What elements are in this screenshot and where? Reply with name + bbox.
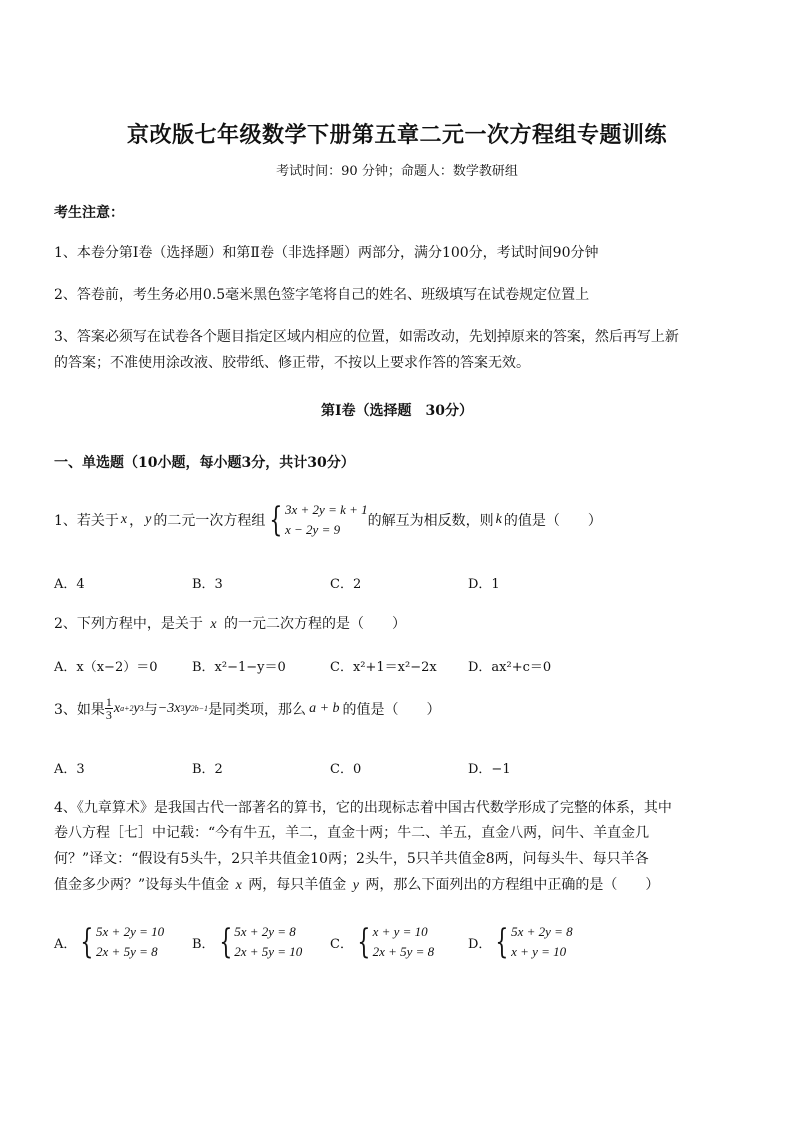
q4-line4-end: 两，那么下面列出的方程组中正确的是（ ） xyxy=(365,877,660,893)
q1-eq1: 3x + 2y = k + 1 xyxy=(285,502,368,517)
q4-option-b[interactable] xyxy=(192,922,302,962)
q2-option-d[interactable]: D．ax²+c＝0 xyxy=(468,660,552,675)
q2-option-a[interactable]: A．x（x−2）＝0 xyxy=(54,660,158,675)
q4-option-c[interactable] xyxy=(330,922,434,962)
q1-var-k: k xyxy=(495,512,502,527)
question-1 xyxy=(54,500,602,540)
question-2 xyxy=(54,613,406,633)
q4-option-c-system xyxy=(353,922,434,962)
q3-mid: 与 xyxy=(143,701,158,718)
q4-line-3: 何？”译文：“假设有5头牛，2只羊共值金10两；2头牛，5只羊共值金8两，问每头牛、每只羊各 xyxy=(54,851,649,867)
q1-equation-system xyxy=(265,500,367,540)
note-3: 3、答案必须写在试卷各个题目指定区域内相应的位置，如需改动，先划掉原来的答案，然后再写上新 xyxy=(54,329,679,345)
q4-d-eq2: x + y = 10 xyxy=(511,944,567,959)
exam-info: 考试时间：90 分钟；命题人：数学教研组 xyxy=(276,164,518,179)
q3-term2b: y xyxy=(184,700,191,716)
q3-term2b-sup: 2b−1 xyxy=(190,704,209,713)
q1-var-x: x xyxy=(120,512,128,527)
q1-var-y: y xyxy=(145,512,152,527)
q4-option-a-label: A． xyxy=(54,936,77,952)
q4-option-c-label: C． xyxy=(330,936,353,952)
section-heading: 一、单选题（10小题，每小题3分，共计30分） xyxy=(54,455,355,471)
q1-end: 的值是（ ） xyxy=(503,513,602,529)
q2-end: 的一元二次方程的是（ ） xyxy=(224,616,407,632)
q3-prefix: 3、如果 xyxy=(54,701,105,718)
q4-c-eq2: 2x + 5y = 8 xyxy=(372,944,435,959)
note-1: 1、本卷分第Ⅰ卷（选择题）和第Ⅱ卷（非选择题）两部分，满分100分，考试时间90分钟 xyxy=(54,245,599,261)
q3-option-a[interactable]: A．3 xyxy=(54,762,85,777)
q3-fraction xyxy=(105,696,113,721)
q4-line4-prefix: 值金多少两？”设每头牛值金 xyxy=(54,877,230,893)
q3-term2: −3x xyxy=(157,700,181,716)
q3-option-d[interactable]: D．−1 xyxy=(468,762,511,777)
q2-option-b[interactable]: B．x²−1−y＝0 xyxy=(192,660,286,675)
q4-var-x: x xyxy=(235,878,242,893)
q3-term2-sup: 3 xyxy=(180,704,185,713)
q3-expr: a + b xyxy=(309,700,340,716)
brace-icon: { xyxy=(218,922,232,962)
q4-option-b-system xyxy=(215,922,303,962)
q4-line4-mid: 两，每只羊值金 xyxy=(248,877,347,893)
q4-option-a-system xyxy=(76,922,164,962)
q1-comma: ， xyxy=(129,513,144,529)
q4-line-2: 卷八方程［七］中记载：“今有牛五，羊二，直金十两；牛二、羊五，直金八两，问牛、羊直金几 xyxy=(54,825,650,841)
q3-frac-num: 1 xyxy=(105,695,112,709)
q3-option-b[interactable]: B．2 xyxy=(192,762,223,777)
q3-term1b-sup: 3 xyxy=(139,704,144,713)
page-title: 京改版七年级数学下册第五章二元一次方程组专题训练 xyxy=(126,122,667,148)
q4-line-4 xyxy=(54,874,659,894)
q4-a-eq1: 5x + 2y = 10 xyxy=(96,924,165,939)
q1-option-a[interactable]: A．4 xyxy=(54,577,85,592)
q4-option-b-label: B． xyxy=(192,936,215,952)
q1-prefix: 1、若关于 xyxy=(54,513,119,529)
q4-option-d-system xyxy=(491,922,572,962)
q2-option-c[interactable]: C．x²+1＝x²−2x xyxy=(330,660,437,675)
q3-term1-sup: a+2 xyxy=(120,704,134,713)
q1-suffix: 的解互为相反数，则 xyxy=(367,513,494,529)
q1-eq2: x − 2y = 9 xyxy=(285,522,341,537)
q3-end: 的值是（ ） xyxy=(342,701,441,718)
q4-option-d[interactable] xyxy=(468,922,573,962)
q1-mid: 的二元一次方程组 xyxy=(153,513,266,529)
brace-icon: { xyxy=(269,500,283,540)
q4-d-eq1: 5x + 2y = 8 xyxy=(511,924,573,939)
q4-line-1: 4、《九章算术》是我国古代一部著名的算书，它的出现标志着中国古代数学形成了完整的体系，其中 xyxy=(54,800,672,816)
q3-term1b: y xyxy=(133,700,140,716)
q3-suffix: 是同类项，那么 xyxy=(208,701,307,718)
q4-option-d-label: D． xyxy=(468,936,492,952)
question-3 xyxy=(54,696,441,721)
q4-b-eq2: 2x + 5y = 10 xyxy=(234,944,303,959)
part1-title: 第Ⅰ卷（选择题 30分） xyxy=(320,403,474,419)
q3-frac-den: 3 xyxy=(105,708,112,722)
q3-option-c[interactable]: C．0 xyxy=(330,762,362,777)
q1-option-d[interactable]: D．1 xyxy=(468,577,500,592)
q4-b-eq1: 5x + 2y = 8 xyxy=(234,924,296,939)
q4-a-eq2: 2x + 5y = 8 xyxy=(96,944,158,959)
q1-option-b[interactable]: B．3 xyxy=(192,577,223,592)
q1-option-c[interactable]: C．2 xyxy=(330,577,362,592)
brace-icon: { xyxy=(495,922,509,962)
brace-icon: { xyxy=(357,922,371,962)
q4-option-a[interactable] xyxy=(54,922,164,962)
brace-icon: { xyxy=(80,922,94,962)
q4-var-y: y xyxy=(352,878,359,893)
q4-c-eq1: x + y = 10 xyxy=(372,924,428,939)
q2-prefix: 2、下列方程中，是关于 xyxy=(54,616,203,632)
notes-heading: 考生注意： xyxy=(54,205,124,221)
note-2: 2、答卷前，考生务必用0.5毫米黑色签字笔将自己的姓名、班级填写在试卷规定位置上 xyxy=(54,287,590,303)
note-3-cont: 的答案；不准使用涂改液、胶带纸、修正带，不按以上要求作答的答案无效。 xyxy=(54,355,530,371)
q2-var-x: x xyxy=(210,617,217,632)
q3-term1: x xyxy=(113,700,121,716)
